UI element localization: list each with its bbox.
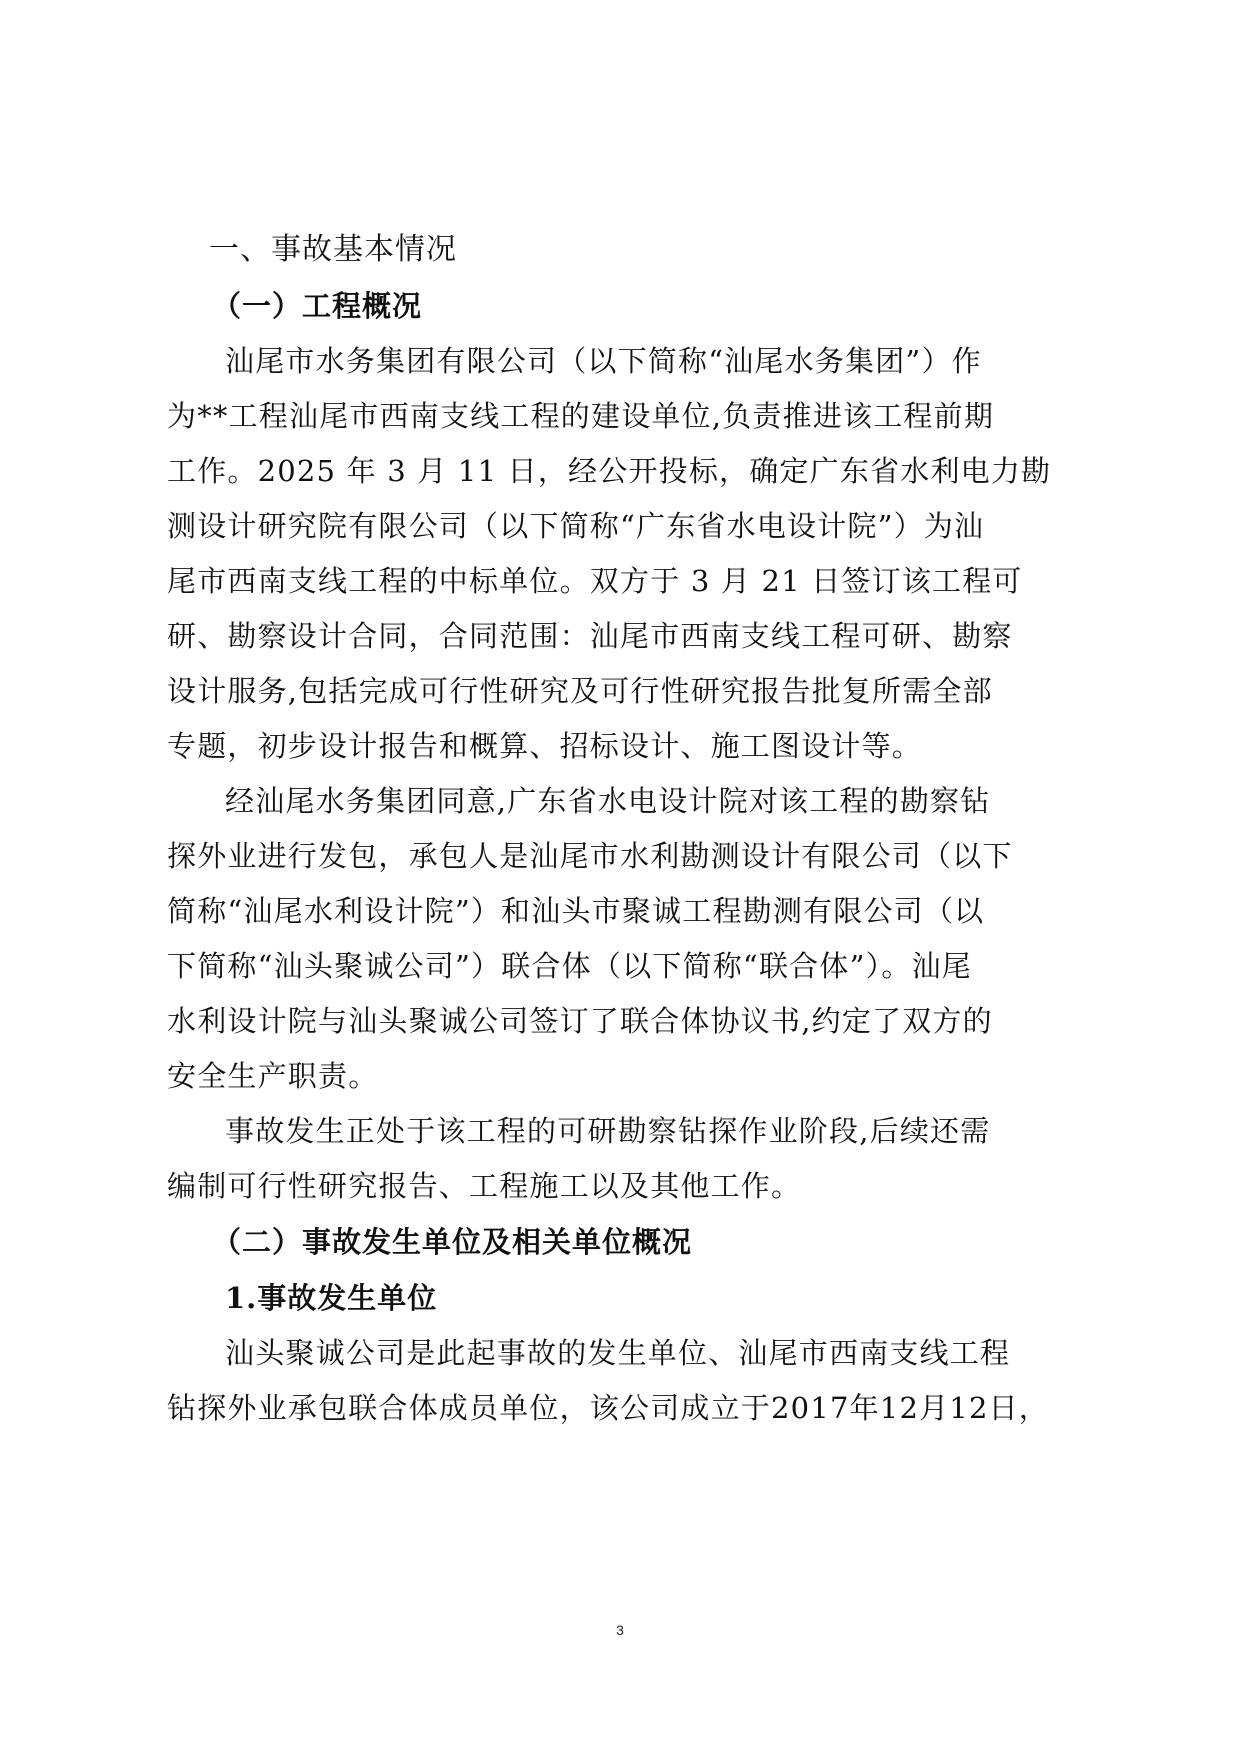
- text-line: 简称“汕尾水利设计院”）和汕头市聚诚工程勘测有限公司（以: [167, 894, 985, 928]
- text-line: 专题，初步设计报告和概算、招标设计、施工图设计等。: [167, 729, 923, 763]
- paragraph-project-overview-1: [167, 334, 1052, 774]
- heading-accident-basic-situation: 一、事故基本情况: [209, 232, 457, 267]
- text-line: 水利设计院与汕头聚诚公司签订了联合体协议书,约定了双方的: [167, 1004, 993, 1038]
- heading-accident-units-overview: （二）事故发生单位及相关单位概况: [212, 1225, 693, 1259]
- paragraph-project-overview-2: [167, 774, 1013, 1104]
- text-line: 编制可行性研究报告、工程施工以及其他工作。: [167, 1169, 802, 1203]
- text-line: 经汕尾水务集团同意,广东省水电设计院对该工程的勘察钻: [225, 784, 991, 818]
- document-page: [167, 222, 1052, 1436]
- heading-project-overview: （一）工程概况: [212, 289, 423, 323]
- text-line: 设计服务,包括完成可行性研究及可行性研究报告批复所需全部: [167, 674, 993, 708]
- paragraph-project-overview-3: [167, 1104, 991, 1214]
- text-line: 测设计研究院有限公司（以下简称“广东省水电设计院”）为汕: [167, 509, 985, 543]
- text-line: 事故发生正处于该工程的可研勘察钻探作业阶段,后续还需: [225, 1114, 991, 1148]
- text-line: 汕头聚诚公司是此起事故的发生单位、汕尾市西南支线工程: [225, 1336, 1011, 1370]
- text-line: 钻探外业承包联合体成员单位，该公司成立于2017年12月12日，: [167, 1391, 1050, 1425]
- heading-accident-unit: 1.事故发生单位: [225, 1281, 438, 1315]
- text-line: 下简称“汕头聚诚公司”）联合体（以下简称“联合体”）。汕尾: [167, 949, 972, 983]
- text-line: 尾市西南支线工程的中标单位。双方于 3 月 21 日签订该工程可: [167, 564, 1023, 598]
- text-line: 工作。2025 年 3 月 11 日，经公开投标，确定广东省水利电力勘: [167, 454, 1052, 488]
- page-number: 3: [616, 1622, 624, 1638]
- text-line: 为**工程汕尾市西南支线工程的建设单位,负责推进该工程前期: [167, 399, 995, 433]
- text-line: 安全生产职责。: [167, 1059, 379, 1093]
- text-line: 研、勘察设计合同，合同范围：汕尾市西南支线工程可研、勘察: [167, 619, 1013, 653]
- paragraph-accident-unit-1: [167, 1326, 1050, 1436]
- text-line: 探外业进行发包，承包人是汕尾市水利勘测设计有限公司（以下: [167, 839, 1013, 873]
- text-line: 汕尾市水务集团有限公司（以下简称“汕尾水务集团”）作: [225, 344, 982, 378]
